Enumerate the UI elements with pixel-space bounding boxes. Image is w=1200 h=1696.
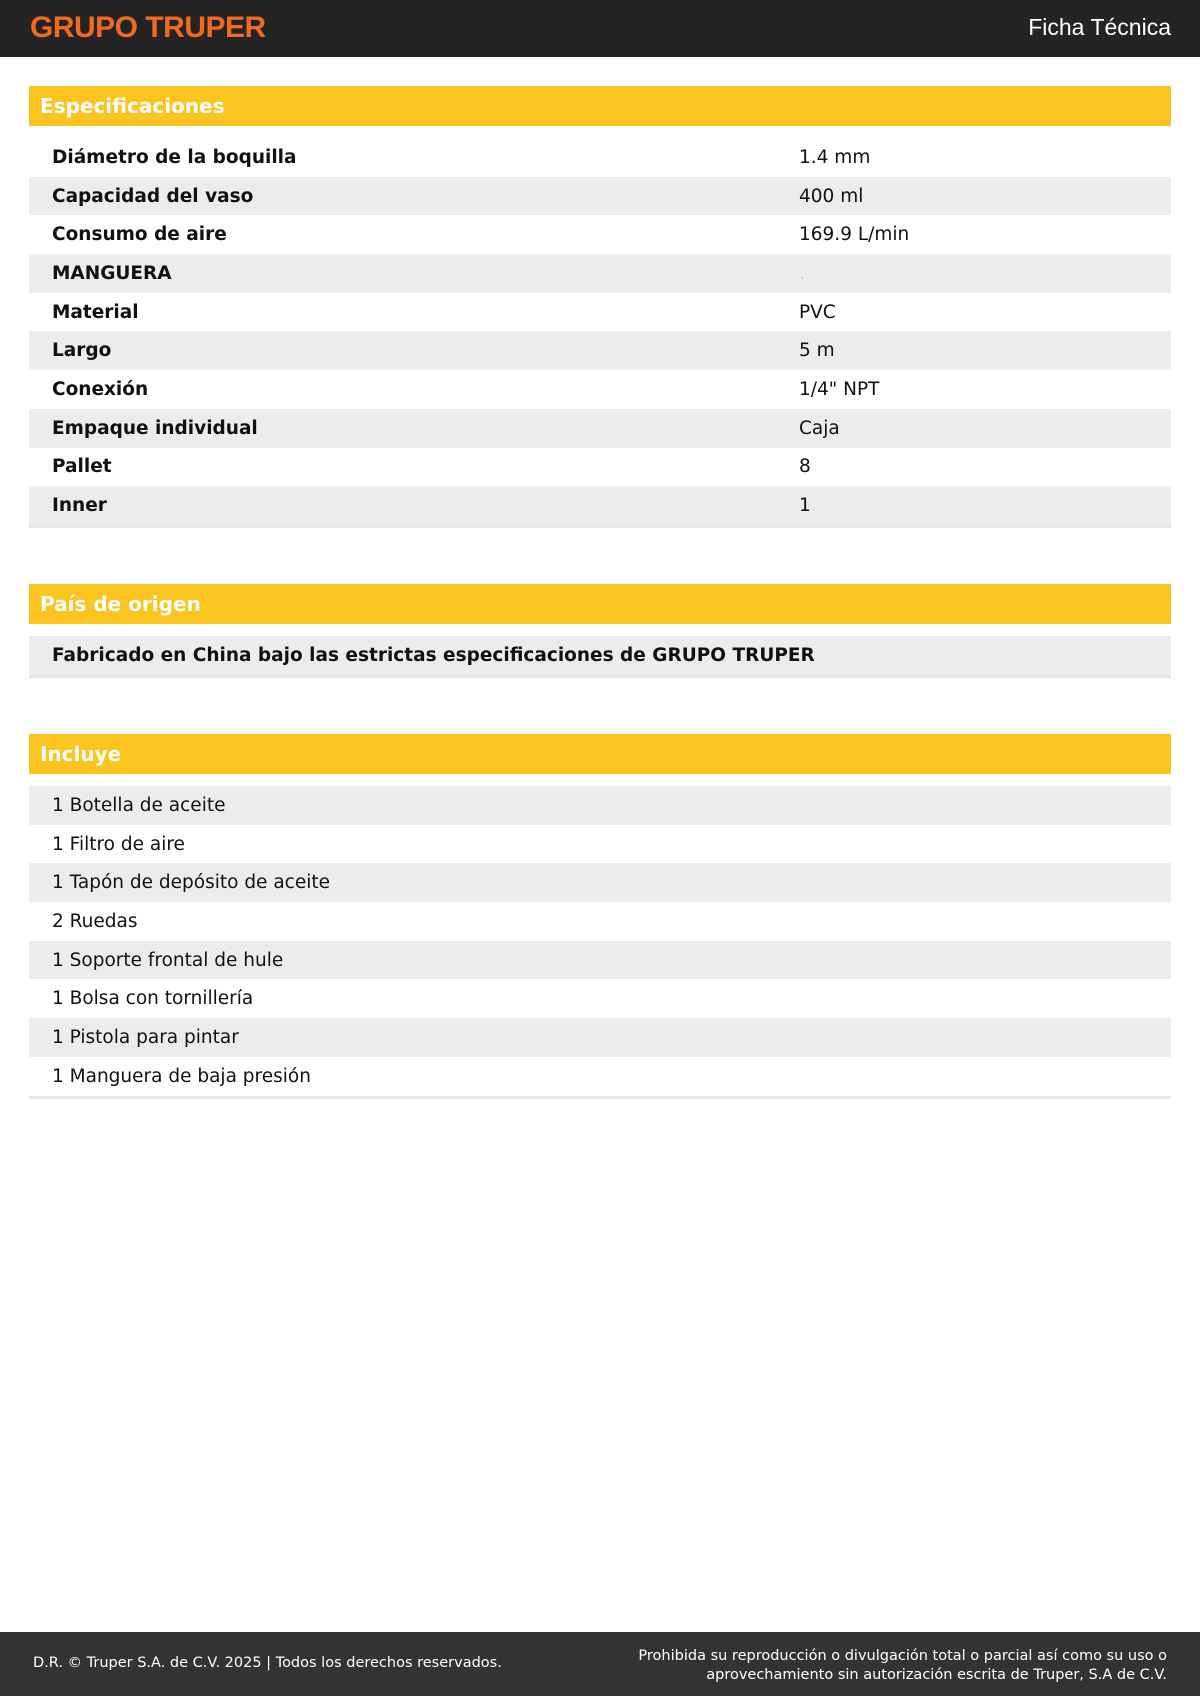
spec-label: Consumo de aire <box>52 224 227 246</box>
includes-section <box>29 734 1171 1099</box>
copyright-text: D.R. © Truper S.A. de C.V. 2025 | Todos los derechos reservados. <box>33 1655 502 1671</box>
list-item: 1 Pistola para pintar <box>29 1018 1171 1057</box>
spec-value: 1.4 mm <box>799 146 871 168</box>
spec-label: MANGUERA <box>52 262 172 284</box>
includes-list <box>29 786 1171 1099</box>
spec-row <box>29 448 1171 487</box>
spec-value: 169.9 L/min <box>799 224 910 246</box>
spec-value: 5 m <box>799 340 835 362</box>
includes-heading: Incluye <box>29 734 1171 774</box>
spec-row <box>29 293 1171 332</box>
spec-label: Inner <box>52 495 107 517</box>
origin-table <box>29 636 1171 678</box>
spec-row <box>29 486 1171 525</box>
spec-value: 1/4" NPT <box>799 378 880 400</box>
spec-row <box>29 409 1171 448</box>
list-item: 2 Ruedas <box>52 910 138 932</box>
spec-value: 8 <box>799 456 811 478</box>
spec-label: Diámetro de la boquilla <box>52 146 297 168</box>
spec-value: Caja <box>799 417 840 439</box>
spec-label: Largo <box>52 340 112 362</box>
spec-label: Pallet <box>52 456 112 478</box>
spec-value: . <box>799 262 805 284</box>
spec-row <box>29 215 1171 254</box>
origin-text: Fabricado en China bajo las estrictas especificaciones de GRUPO TRUPER <box>29 636 1171 675</box>
document-title: Ficha Técnica <box>1028 14 1171 40</box>
specifications-section <box>29 86 1171 528</box>
grupo-truper-logo: GRUPO TRUPER <box>30 11 266 44</box>
spec-value: PVC <box>799 301 836 323</box>
spec-row <box>29 370 1171 409</box>
spec-row <box>29 331 1171 370</box>
spec-row <box>29 254 1171 293</box>
spec-row <box>29 177 1171 216</box>
spec-value: 400 ml <box>799 185 864 207</box>
page-header <box>0 0 1200 57</box>
specifications-heading: Especificaciones <box>29 86 1171 126</box>
spec-value: 1 <box>799 495 811 517</box>
list-item: 1 Filtro de aire <box>52 833 185 855</box>
spec-label: Material <box>52 301 139 323</box>
origin-section <box>29 584 1171 678</box>
spec-row <box>29 138 1171 177</box>
origin-heading: País de origen <box>29 584 1171 624</box>
specifications-table <box>29 138 1171 528</box>
list-item: 1 Botella de aceite <box>29 786 1171 825</box>
legal-notice-line: aprovechamiento sin autorización escrita de Truper, S.A de C.V. <box>706 1667 1167 1683</box>
legal-notice <box>607 1647 1167 1685</box>
list-item: 1 Soporte frontal de hule <box>29 941 1171 980</box>
legal-notice-line: Prohibida su reproducción o divulgación total o parcial así como su uso o <box>638 1648 1167 1664</box>
spec-label: Empaque individual <box>52 417 258 439</box>
page-footer <box>0 1632 1200 1696</box>
list-item: 1 Manguera de baja presión <box>52 1065 311 1087</box>
list-item: 1 Bolsa con tornillería <box>52 988 254 1010</box>
spec-label: Capacidad del vaso <box>52 185 254 207</box>
spec-label: Conexión <box>52 378 149 400</box>
list-item: 1 Tapón de depósito de aceite <box>29 863 1171 902</box>
